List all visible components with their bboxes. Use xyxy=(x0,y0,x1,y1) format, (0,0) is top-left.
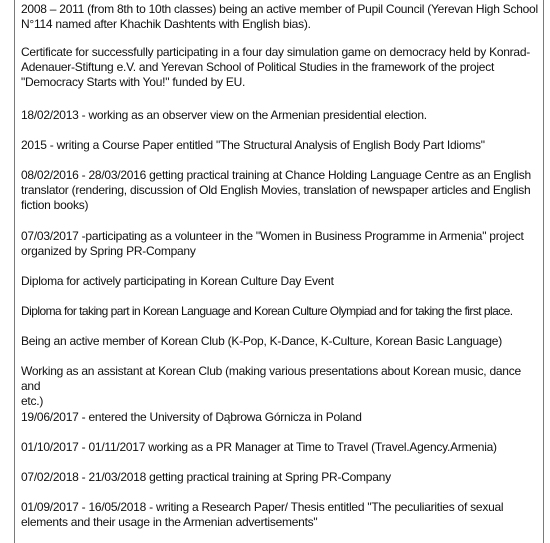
entry-line: 01/10/2017 - 01/11/2017 working as a PR Manager at Time to Travel (Travel.Agency.Armenia) xyxy=(21,440,497,454)
entry-line: Diploma for taking part in Korean Language and Korean Culture Olympiad and for taking the first place. xyxy=(21,304,513,318)
entry-line: translator (rendering, discussion of Old English Movies, translation of newspaper articles and English xyxy=(21,183,531,197)
left-margin-rule xyxy=(14,0,15,543)
entry-line: 08/02/2016 - 28/03/2016 getting practical training at Chance Holding Language Centre as an English xyxy=(21,168,531,182)
entry-course-paper xyxy=(21,138,485,153)
entry-korean-club-member xyxy=(21,334,502,349)
entry-line: Diploma for actively participating in Korean Culture Day Event xyxy=(21,274,334,288)
entry-line: 2015 - writing a Course Paper entitled "The Structural Analysis of English Body Part Idioms" xyxy=(21,138,485,152)
entry-democracy-certificate xyxy=(21,45,530,90)
entry-line: elements and their usage in the Armenian advertisements" xyxy=(21,515,318,529)
entry-research-paper xyxy=(21,500,503,530)
entry-election-observer xyxy=(21,108,427,123)
entry-line: Certificate for successfully participating in a four day simulation game on democracy held by Konrad- xyxy=(21,45,531,59)
entry-line: organized by Spring PR-Company xyxy=(21,244,196,258)
entry-dabrowa-university xyxy=(21,410,362,425)
right-margin-rule xyxy=(543,0,544,543)
entry-line: Being an active member of Korean Club (K-Pop, K-Dance, K-Culture, Korean Basic Language) xyxy=(21,334,502,348)
entry-line: Working as an assistant at Korean Club (making various presentations about Korean music, dance and xyxy=(21,364,521,393)
entry-line: 01/09/2017 - 16/05/2018 - writing a Research Paper/ Thesis entitled "The peculiarities of sexual xyxy=(21,500,504,514)
entry-line: fiction books) xyxy=(21,198,89,212)
entry-line: 19/06/2017 - entered the University of Dąbrowa Górnicza in Poland xyxy=(21,410,362,424)
entry-korean-culture-day xyxy=(21,274,334,289)
entry-women-in-business xyxy=(21,229,524,259)
entry-line: N°114 named after Khachik Dashtents with English bias). xyxy=(21,17,311,31)
entry-line: etc.) xyxy=(21,394,44,408)
entry-line: Adenauer-Stiftung e.V. and Yerevan School of Political Studies in the framework of the project xyxy=(21,60,495,74)
entry-line: 18/02/2013 - working as an observer view on the Armenian presidential election. xyxy=(21,108,427,122)
entry-chance-holding xyxy=(21,168,531,213)
entry-korean-club-assistant xyxy=(21,364,539,409)
entry-spring-pr-training xyxy=(21,470,391,485)
entry-pupil-council xyxy=(21,2,538,32)
entry-line: 07/03/2017 -participating as a volunteer in the "Women in Business Programme in Armenia" project xyxy=(21,229,524,243)
entry-time-to-travel xyxy=(21,440,497,455)
entry-korean-olympiad xyxy=(21,304,513,319)
entry-line: 2008 – 2011 (from 8th to 10th classes) being an active member of Pupil Council (Yerevan High School xyxy=(21,2,538,16)
entry-line: 07/02/2018 - 21/03/2018 getting practical training at Spring PR-Company xyxy=(21,470,391,484)
entry-line: "Democracy Starts with You!" funded by EU. xyxy=(21,75,246,89)
